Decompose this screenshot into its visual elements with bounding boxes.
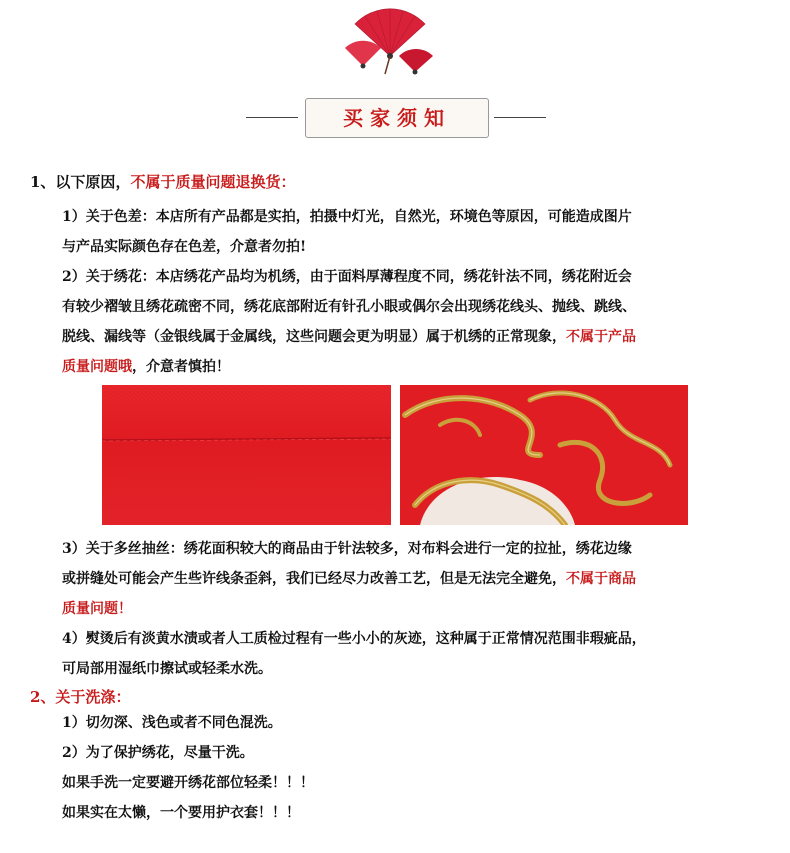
item1-text1: 本店所有产品都是实拍，拍摄中灯光，自然光，环境色等原因，可能造成图片: [155, 209, 632, 225]
section1-heading-prefix: 1、以下原因，: [30, 173, 131, 191]
item4-text1: 后有淡黄水渍或者人工质检过程有一些小小的灰迹，这种属于正常情况范围非瑕疵品，: [113, 631, 646, 647]
item3-line3-red: 质量问题！: [62, 601, 132, 617]
item2-line4-red: 质量问题哦: [62, 359, 132, 375]
washing-line1: 1）切勿深、浅色或者不同色混洗。: [62, 715, 282, 731]
item2-line2: 有较少褶皱且绣花疏密不同，绣花底部附近有针孔小眼或偶尔会出现绣花线头、抛线、跳线、: [62, 299, 636, 315]
washing-line4: 如果实在太懒，一个要用护衣套！！！: [62, 805, 300, 821]
item3-line2: [62, 570, 636, 588]
item4-line1: [62, 630, 646, 648]
fabric-seam-photo: [102, 385, 391, 525]
item2-line1: [62, 268, 632, 286]
washing-line2: 2）为了保护绣花，尽量干洗。: [62, 745, 254, 761]
washing-line3: 如果手洗一定要避开绣花部位轻柔！！！: [62, 775, 314, 791]
item3-line2-prefix: 或拼缝处可能会产生些许线条歪斜，我们已经尽力改善工艺，但是无法完全避免，: [62, 571, 566, 587]
item4-label: 4）熨烫: [62, 631, 114, 647]
item2-line3-red: 不属于产品: [566, 329, 636, 345]
paper-fan-icon: [335, 4, 445, 84]
title-divider-left: [246, 117, 298, 118]
item1-line1: [62, 208, 632, 226]
item3-label: 3）关于多丝抽丝：: [62, 541, 184, 557]
item3-line2-red: 不属于商品: [566, 571, 636, 587]
section1-heading: [30, 173, 295, 191]
item3-text1: 绣花面积较大的商品由于针法较多，对布料会进行一定的拉扯，绣花边缘: [183, 541, 632, 557]
title-box: [305, 98, 489, 138]
item2-line4: [62, 358, 230, 376]
section2-heading: 2、关于洗涤：: [30, 688, 131, 706]
embroidery-photo: [400, 385, 688, 525]
item2-line3-prefix: 脱线、漏线等（金银线属于金属线，这些问题会更为明显）属于机绣的正常现象，: [62, 329, 566, 345]
item2-label: 2）关于绣花：: [62, 269, 156, 285]
item3-line1: [62, 540, 632, 558]
item1-line2: 与产品实际颜色存在色差，介意者勿拍!: [62, 239, 307, 255]
item1-label: 1）关于色差：: [62, 209, 156, 225]
item2-line3: [62, 328, 636, 346]
title-row: [0, 88, 790, 128]
item2-text1: 本店绣花产品均为机绣，由于面料厚薄程度不同，绣花针法不同，绣花附近会: [155, 269, 632, 285]
page-title: 买家须知: [343, 106, 451, 130]
item2-line4-suffix: ，介意者慎拍！: [132, 359, 230, 375]
header: [0, 0, 790, 140]
item3-line3: [62, 600, 132, 618]
item4-line2: 可局部用湿纸巾擦试或轻柔水洗。: [62, 661, 272, 677]
title-divider-right: [494, 117, 546, 118]
section1-heading-red: 不属于质量问题退换货：: [130, 173, 296, 191]
